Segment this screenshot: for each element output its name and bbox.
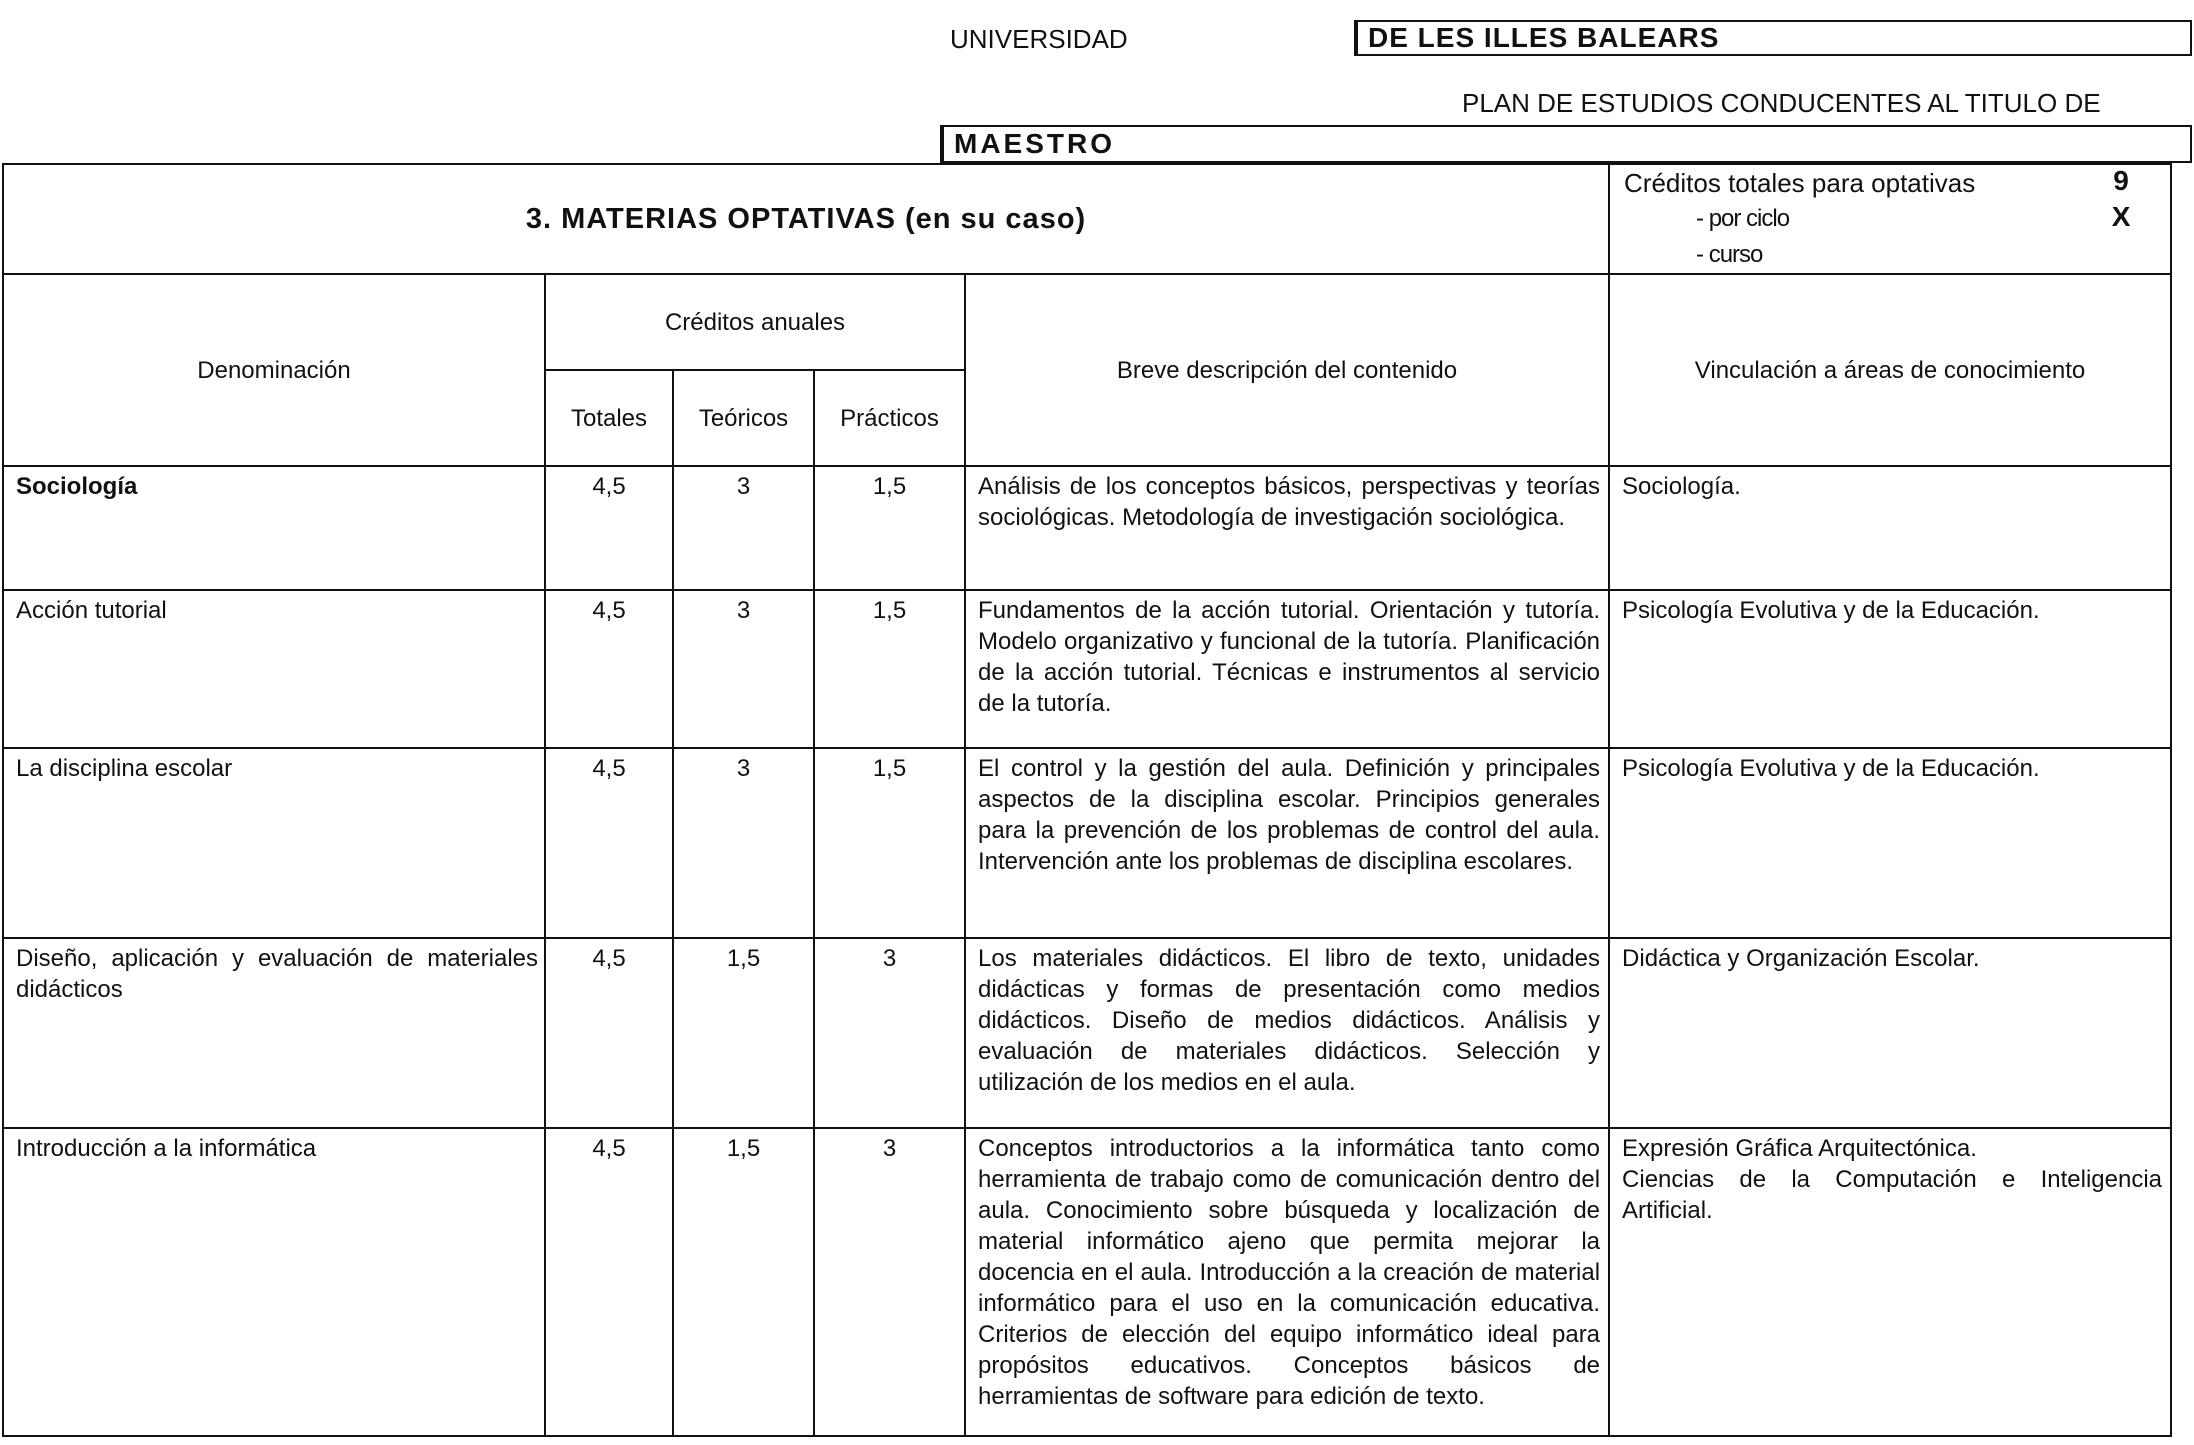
area-item: Sociología. — [1622, 473, 1741, 500]
credits-practicos: 1,5 — [814, 748, 965, 938]
col-descripcion: Breve descripción del contenido — [965, 274, 1609, 466]
section-title: 3. MATERIAS OPTATIVAS (en su caso) — [3, 164, 1609, 274]
subject-areas — [1609, 748, 2171, 938]
credits-practicos: 3 — [814, 938, 965, 1128]
credits-totales: 4,5 — [545, 938, 673, 1128]
area-item: Expresión Gráfica Arquitectónica. — [1622, 1135, 1977, 1162]
optional-credits-panel — [1609, 164, 2171, 274]
per-course-value — [2072, 237, 2170, 273]
credits-total-label: Créditos totales para optativas — [1624, 168, 1976, 198]
credits-totales: 4,5 — [545, 590, 673, 748]
university-label: UNIVERSIDAD — [950, 24, 1128, 54]
credits-teoricos: 1,5 — [673, 1128, 814, 1436]
per-course-label: - curso — [1696, 241, 1763, 268]
credits-totales: 4,5 — [545, 748, 673, 938]
optional-subjects-table — [2, 163, 2172, 1437]
subject-description: Los materiales didácticos. El libro de texto, unidades didácticas y formas de presentación como medios didácticos. Diseño de medios didácticos. Análisis y evaluación de materiales didácticos. Selección y utilización de los medios en el aula. — [965, 938, 1609, 1128]
degree-box: MAESTRO — [940, 125, 2192, 163]
col-totales: Totales — [545, 370, 673, 466]
credits-totales: 4,5 — [545, 466, 673, 590]
credits-teoricos: 3 — [673, 748, 814, 938]
credits-teoricos: 3 — [673, 466, 814, 590]
subject-areas — [1609, 938, 2171, 1128]
credits-teoricos: 3 — [673, 590, 814, 748]
credits-practicos: 1,5 — [814, 466, 965, 590]
col-teoricos: Teóricos — [673, 370, 814, 466]
area-item: Ciencias de la Computación e Inteligencia Artificial. — [1622, 1166, 2163, 1224]
credits-totales: 4,5 — [545, 1128, 673, 1436]
subject-name: La disciplina escolar — [3, 748, 545, 938]
subject-description: Análisis de los conceptos básicos, perspectivas y teorías sociológicas. Metodología de investigación sociológica. — [965, 466, 1609, 590]
subject-name: Sociología — [3, 466, 545, 590]
area-item: Psicología Evolutiva y de la Educación. — [1622, 597, 2040, 624]
col-denominacion: Denominación — [3, 274, 545, 466]
subject-name: Acción tutorial — [3, 590, 545, 748]
table-row — [3, 466, 2171, 590]
per-cycle-label: - por ciclo — [1696, 205, 1790, 232]
table-row — [3, 748, 2171, 938]
subject-name: Introducción a la informática — [3, 1128, 545, 1436]
subject-areas — [1609, 466, 2171, 590]
area-item: Psicología Evolutiva y de la Educación. — [1622, 755, 2040, 782]
subject-description: Conceptos introductorios a la informática tanto como herramienta de trabajo como de comunicación dentro del aula. Conocimiento sobre búsqueda y localización de material informático ajeno que permita mejorar la docencia en el aula. Introducción a la creación de material informático para el uso en la comunicación educativa. Criterios de elección del equipo informático ideal para propósitos educativos. Conceptos básicos de herramientas de software para edición de texto. — [965, 1128, 1609, 1436]
credits-teoricos: 1,5 — [673, 938, 814, 1128]
university-name-box: DE LES ILLES BALEARS — [1354, 20, 2192, 56]
col-vinculacion: Vinculación a áreas de conocimiento — [1609, 274, 2171, 466]
table-row — [3, 938, 2171, 1128]
credits-practicos: 3 — [814, 1128, 965, 1436]
table-row — [3, 590, 2171, 748]
table-row — [3, 1128, 2171, 1436]
per-cycle-value: X — [2111, 201, 2131, 232]
subject-name: Diseño, aplicación y evaluación de materiales didácticos — [3, 938, 545, 1128]
col-practicos: Prácticos — [814, 370, 965, 466]
credits-practicos: 1,5 — [814, 590, 965, 748]
credits-total-value: 9 — [2113, 165, 2129, 196]
subject-areas — [1609, 590, 2171, 748]
subject-areas — [1609, 1128, 2171, 1436]
subject-description: Fundamentos de la acción tutorial. Orientación y tutoría. Modelo organizativo y funcional de la tutoría. Planificación de la acción tutorial. Técnicas e instrumentos al servicio de la tutoría. — [965, 590, 1609, 748]
col-creditos-anuales: Créditos anuales — [545, 274, 965, 370]
area-item: Didáctica y Organización Escolar. — [1622, 945, 1980, 972]
subject-description: El control y la gestión del aula. Definición y principales aspectos de la disciplina escolar. Principios generales para la prevención de los problemas de control del aula. Intervención ante los problemas de disciplina escolares. — [965, 748, 1609, 938]
plan-label: PLAN DE ESTUDIOS CONDUCENTES AL TITULO DE — [1462, 88, 2101, 118]
